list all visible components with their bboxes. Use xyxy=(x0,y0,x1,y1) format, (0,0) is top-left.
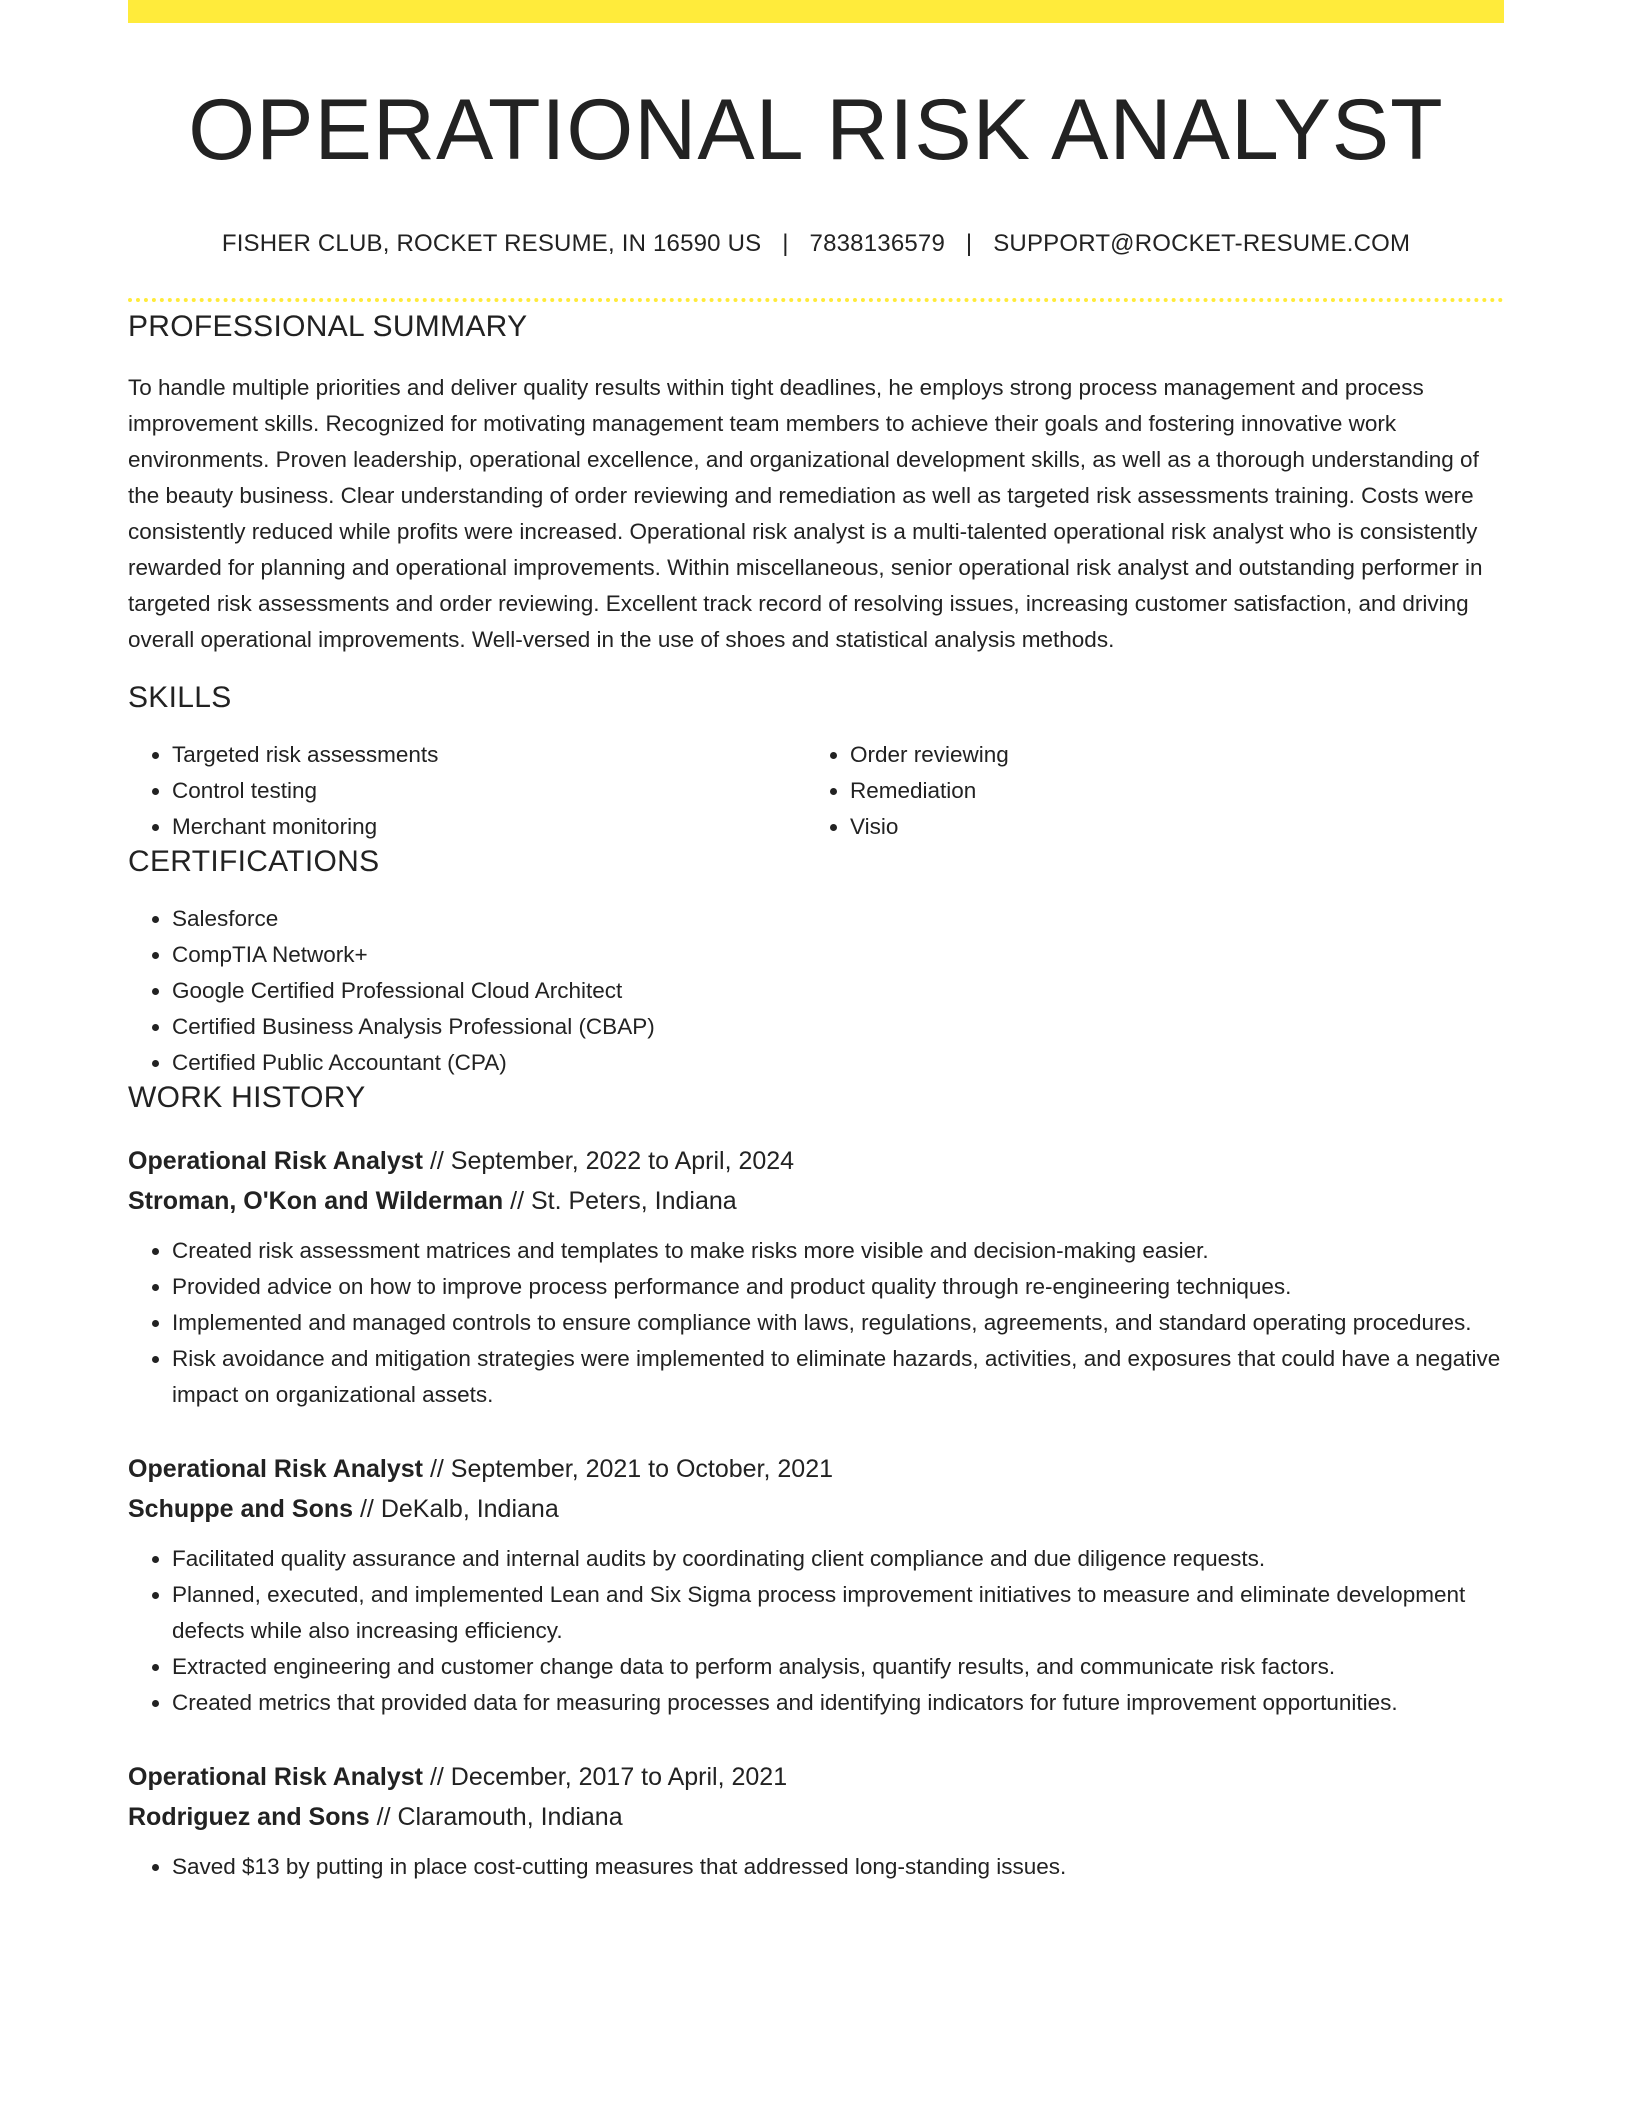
job-location: // DeKalb, Indiana xyxy=(359,1494,559,1523)
skill-item: • Remediation xyxy=(850,773,1484,809)
job-dates: // December, 2017 to April, 2021 xyxy=(429,1762,788,1791)
skills-column-left xyxy=(128,737,806,845)
job-entry xyxy=(128,1757,1504,1885)
job-location: // Claramouth, Indiana xyxy=(376,1802,623,1831)
skill-item: • Visio xyxy=(850,809,1484,845)
job-bullet: • Planned, executed, and implemented Lean and Six Sigma process improvement initiatives to measure and eliminate development defects while also increasing efficiency. xyxy=(172,1577,1504,1649)
job-bullets xyxy=(128,1849,1504,1885)
job-title: Operational Risk Analyst xyxy=(128,1454,423,1483)
skill-item: • Control testing xyxy=(172,773,806,809)
job-bullets xyxy=(128,1541,1504,1721)
job-bullet: • Implemented and managed controls to ensure compliance with laws, regulations, agreements, and standard operating procedures. xyxy=(172,1305,1504,1341)
certifications-list xyxy=(128,901,1504,1081)
skill-item: • Merchant monitoring xyxy=(172,809,806,845)
job-dates: // September, 2022 to April, 2024 xyxy=(429,1146,795,1175)
job-entry xyxy=(128,1449,1504,1721)
summary-heading: PROFESSIONAL SUMMARY xyxy=(128,310,528,344)
job-title-line xyxy=(128,1757,1504,1797)
job-company: Schuppe and Sons xyxy=(128,1494,354,1523)
page-title: OPERATIONAL RISK ANALYST xyxy=(188,82,1444,178)
job-company-line xyxy=(128,1489,1504,1529)
skill-item: • Order reviewing xyxy=(850,737,1484,773)
certifications-heading: CERTIFICATIONS xyxy=(128,844,380,878)
skill-item: • Targeted risk assessments xyxy=(172,737,806,773)
job-company-line xyxy=(128,1181,1504,1221)
certification-item: • Google Certified Professional Cloud Architect xyxy=(172,973,1504,1009)
contact-email: SUPPORT@ROCKET-RESUME.COM xyxy=(993,230,1411,258)
certification-item: • Certified Business Analysis Professional (CBAP) xyxy=(172,1009,1504,1045)
certification-item: • CompTIA Network+ xyxy=(172,937,1504,973)
contact-phone: 7838136579 xyxy=(809,230,946,258)
job-company-line xyxy=(128,1797,1504,1837)
job-bullets xyxy=(128,1233,1504,1413)
contact-line xyxy=(128,230,1504,258)
job-bullet: • Facilitated quality assurance and internal audits by coordinating client compliance and due diligence requests. xyxy=(172,1541,1504,1577)
certification-item: • Salesforce xyxy=(172,901,1504,937)
job-title: Operational Risk Analyst xyxy=(128,1146,423,1175)
job-dates: // September, 2021 to October, 2021 xyxy=(429,1454,834,1483)
contact-separator: | xyxy=(965,230,973,258)
job-title-line xyxy=(128,1141,1504,1181)
header-divider xyxy=(128,298,1504,302)
job-title-line xyxy=(128,1449,1504,1489)
job-entry xyxy=(128,1141,1504,1413)
job-title: Operational Risk Analyst xyxy=(128,1762,423,1791)
job-bullet: • Created metrics that provided data for measuring processes and identifying indicators for future improvement opportunities. xyxy=(172,1685,1504,1721)
contact-separator: | xyxy=(782,230,789,258)
job-bullet: • Extracted engineering and customer change data to perform analysis, quantify results, and communicate risk factors. xyxy=(172,1649,1504,1685)
summary-text: To handle multiple priorities and deliver quality results within tight deadlines, he employs strong process management and process improvement skills. Recognized for motivating management team members to achieve their goals and fostering innovative work environments. Proven leadership, operational excellence, and organizational development skills, as well as a thorough understanding of the beauty business. Clear understanding of order reviewing and remediation as well as targeted risk assessments training. Costs were consistently reduced while profits were increased. Operational risk analyst is a multi-talented operational risk analyst who is consistently rewarded for planning and operational improvements. Within miscellaneous, senior operational risk analyst and outstanding performer in targeted risk assessments and order reviewing. Excellent track record of resolving issues, increasing customer satisfaction, and driving overall operational improvements. Well-versed in the use of shoes and statistical analysis methods. xyxy=(128,375,1483,653)
skills-column-right xyxy=(806,737,1484,845)
skills-heading: SKILLS xyxy=(128,680,232,714)
job-bullet: • Provided advice on how to improve process performance and product quality through re-engineering techniques. xyxy=(172,1269,1504,1305)
resume-page xyxy=(128,0,1504,1885)
top-accent-bar xyxy=(128,0,1504,23)
job-location: // St. Peters, Indiana xyxy=(510,1186,737,1215)
job-company: Rodriguez and Sons xyxy=(128,1802,370,1831)
contact-address: FISHER CLUB, ROCKET RESUME, IN 16590 US xyxy=(221,230,762,258)
job-bullet: • Saved $13 by putting in place cost-cutting measures that addressed long-standing issues. xyxy=(172,1849,1504,1885)
work-history-heading: WORK HISTORY xyxy=(128,1080,366,1114)
skills-list xyxy=(128,737,1504,845)
certification-item: • Certified Public Accountant (CPA) xyxy=(172,1045,1504,1081)
job-bullet: • Risk avoidance and mitigation strategies were implemented to eliminate hazards, activities, and exposures that could have a negative impact on organizational assets. xyxy=(172,1341,1504,1413)
job-bullet: • Created risk assessment matrices and templates to make risks more visible and decision-making easier. xyxy=(172,1233,1504,1269)
job-company: Stroman, O'Kon and Wilderman xyxy=(128,1186,504,1215)
